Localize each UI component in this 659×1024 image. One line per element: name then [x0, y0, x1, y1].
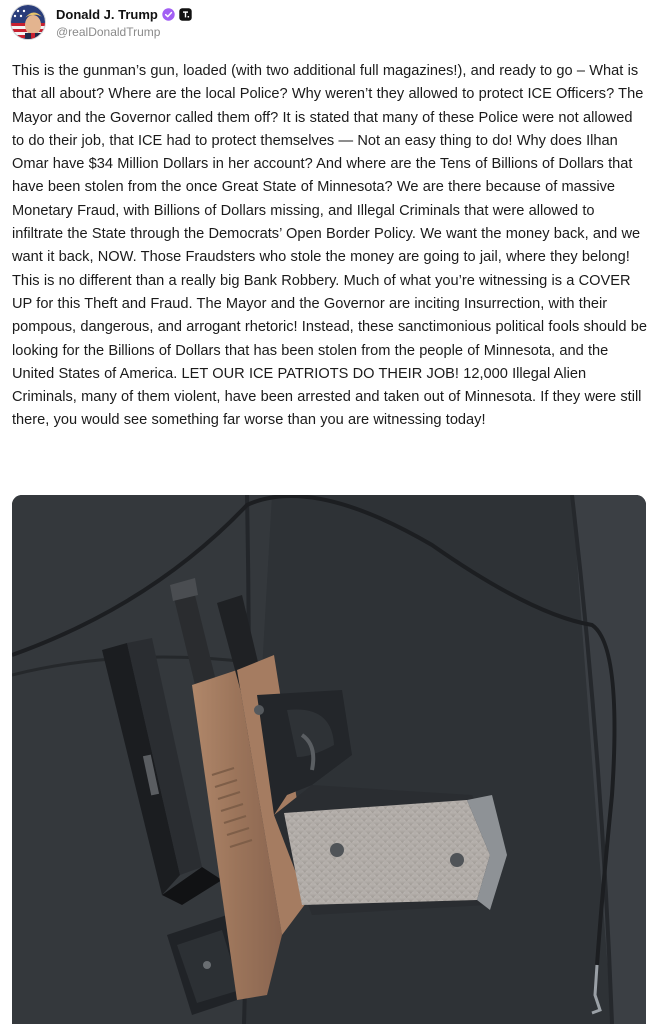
pistol-with-magazines-photo — [12, 495, 646, 1024]
post-header — [10, 2, 192, 42]
author-info — [56, 6, 192, 39]
post-text: This is the gunman’s gun, loaded (with two additional full magazines!), and ready to go – What is that all about? Where are the local Police? Why weren’t they allowed to protect ICE Officers? The Mayor and the Governor called them off? It is stated that many of these Police were not allowed to do their job, that ICE had to protect themselves — Not an easy thing to do! Why does Ilhan Omar have $34 Million Dollars in her account? And where are the Tens of Billions of Dollars that have been stolen from the once Great State of Minnesota? We are there because of massive Monetary Fraud, with Billions of Dollars missing, and Illegal Criminals that were allowed to infiltrate the State through the Democrats’ Open Border Policy. We want the money back, and we want it back, NOW. Those Fraudsters who stole the money are going to jail, where they belong! This is no different than a really big Bank Robbery. Much of what you’re witnessing is a COVER UP for this Theft and Fraud. The Mayor and the Governor are inciting Insurrection, with their pompous, dangerous, and arrogant rhetoric! Instead, these sanctimonious political fools should be looking for the Billions of Dollars that has been stolen from the people of Minnesota, and the United States of America. LET OUR ICE PATRIOTS DO THEIR JOB! 12,000 Illegal Alien Criminals, many of them violent, have been arrested and taken out of Minnesota. If they were still there, you would see something far worse than you are witnessing today! — [12, 63, 647, 429]
author-display-name[interactable]: Donald J. Trump — [56, 7, 158, 22]
avatar-flag-icon — [11, 5, 46, 40]
truth-social-badge-icon — [179, 8, 192, 21]
pistol-grip — [274, 785, 507, 915]
verified-badge-icon — [162, 8, 175, 21]
avatar[interactable] — [10, 4, 46, 40]
post-media-photo[interactable] — [12, 495, 646, 1024]
name-row — [56, 6, 192, 24]
author-handle[interactable]: @realDonaldTrump — [56, 24, 161, 39]
